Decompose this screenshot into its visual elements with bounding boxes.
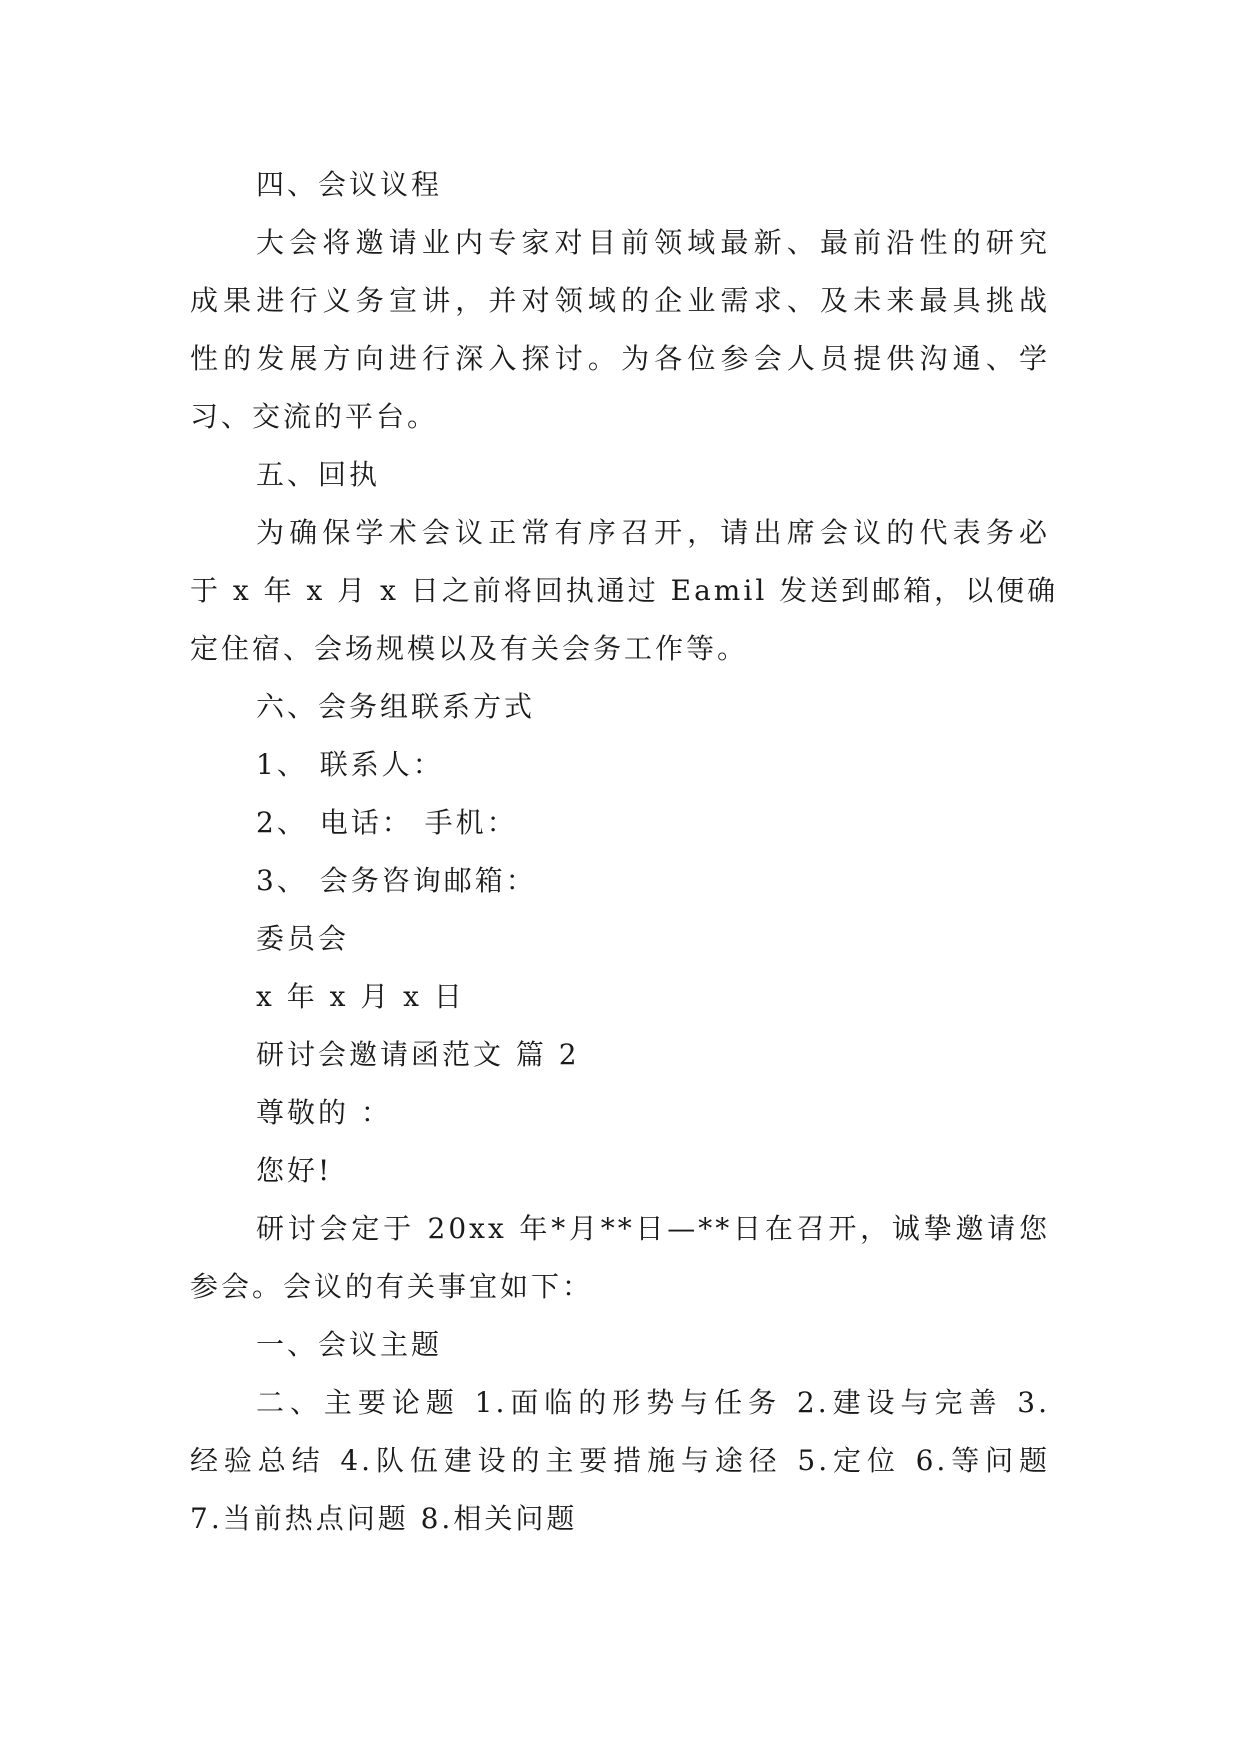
- contact-item: 2、 电话： 手机：: [256, 806, 518, 839]
- section-heading-contact: 六、会务组联系方式: [256, 690, 536, 723]
- greeting: 您好!: [256, 1154, 333, 1187]
- paragraph-line: 参会。会议的有关事宜如下：: [190, 1270, 594, 1303]
- paragraph-line: 性的发展方向进行深入探讨。为各位参会人员提供沟通、学: [190, 342, 1050, 375]
- paragraph-line: 成果进行义务宣讲，并对领域的企业需求、及未来最具挑战: [190, 284, 1050, 317]
- section-heading-agenda: 四、会议议程: [256, 168, 443, 201]
- salutation: 尊敬的 ：: [256, 1096, 392, 1129]
- paragraph-line: 大会将邀请业内专家对目前领域最新、最前沿性的研究: [256, 226, 1050, 259]
- paragraph-line: 为确保学术会议正常有序召开，请出席会议的代表务必: [256, 516, 1050, 549]
- section-heading-theme: 一、会议主题: [256, 1328, 443, 1361]
- paragraph-line: 研讨会定于 20xx 年*月**日—**日在召开，诚挚邀请您: [256, 1212, 1050, 1245]
- paragraph-line: 定住宿、会场规模以及有关会务工作等。: [190, 632, 749, 665]
- article-title: 研讨会邀请函范文 篇 2: [256, 1038, 580, 1071]
- contact-item: 1、 联系人：: [256, 748, 444, 781]
- paragraph-line: 7.当前热点问题 8.相关问题: [190, 1502, 578, 1535]
- section-heading-reply: 五、回执: [256, 458, 381, 491]
- signature-date: x 年 x 月 x 日: [256, 980, 465, 1013]
- paragraph-line: 于 x 年 x 月 x 日之前将回执通过 Eamil 发送到邮箱，以便确: [190, 574, 1059, 607]
- paragraph-line: 经验总结 4.队伍建设的主要措施与途径 5.定位 6.等问题: [190, 1444, 1050, 1477]
- signature-committee: 委员会: [256, 922, 350, 955]
- paragraph-line: 习、交流的平台。: [190, 400, 439, 433]
- paragraph-line: 二、主要论题 1.面临的形势与任务 2.建设与完善 3.: [256, 1386, 1050, 1419]
- document-body: [190, 156, 1059, 1548]
- contact-item: 3、 会务咨询邮箱：: [256, 864, 537, 897]
